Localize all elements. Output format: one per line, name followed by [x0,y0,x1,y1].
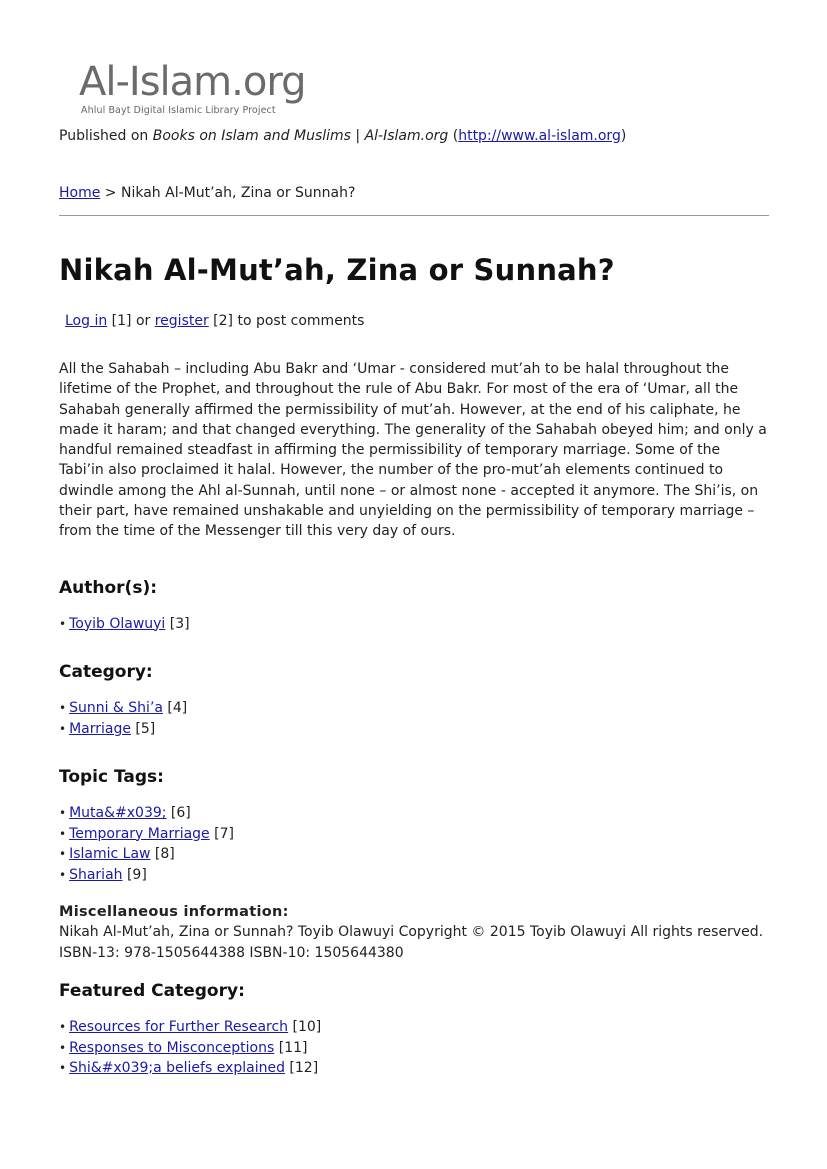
misc-label: Miscellaneous information: [59,904,289,921]
bullet-icon: • [59,806,67,821]
published-line [59,128,769,144]
featured-link[interactable]: Shi&#x039;a beliefs explained [69,1060,285,1077]
category-heading: Category: [59,662,153,683]
author-link[interactable]: Toyib Olawuyi [69,615,166,632]
breadcrumb-current: Nikah Al-Mut’ah, Zina or Sunnah? [120,185,356,201]
link-ref: [9] [122,866,147,883]
breadcrumb-separator: > [100,185,121,201]
list-item [59,865,769,886]
category-link[interactable]: Marriage [69,720,131,737]
page-title: Nikah Al-Mut’ah, Zina or Sunnah? [59,253,615,287]
link-ref: [6] [166,805,191,822]
article-body: All the Sahabah – including Abu Bakr and ‘Umar - considered mut’ah to be halal throughout the lifetime of the Prophet, and throughout the rule of Abu Bakr. For most of the era of ‘Umar, all the Sahabah generally affirmed the permissibility of mut’ah. However, at the end of his caliphate, he made it haram; and that changed everything. The generality of the Sahabah obeyed him; and only a handful remained steadfast in affirming the permissibility of temporary marriage. Some of the Tabi’in also proclaimed it halal. However, the number of the pro-mut’ah elements continued to dwindle among the Ahl al-Sunnah, until none – or almost none - accepted it anymore. The Shi’is, on their part, have remained unshakable and unyielding on the permissibility of temporary marriage – from the time of the Messenger till this very day of ours. [59,361,767,540]
bullet-icon: • [59,826,67,841]
tag-link[interactable]: Islamic Law [69,846,151,863]
tags-section [59,767,769,885]
bullet-icon: • [59,701,67,716]
tags-list [59,803,769,885]
login-line [65,313,769,329]
bullet-icon: • [59,1020,67,1035]
logo-title: Al-Islam.org [79,59,306,105]
link-ref: [3] [165,615,190,632]
published-prefix: Published on [59,128,149,144]
bullet-icon: • [59,616,67,631]
tags-heading: Topic Tags: [59,767,164,788]
register-link[interactable]: register [154,313,209,329]
authors-heading: Author(s): [59,577,158,598]
page [59,60,769,1079]
list-item [59,803,769,824]
list-item [59,614,769,635]
list-item [59,1017,769,1038]
category-link[interactable]: Sunni & Shi’a [69,700,163,717]
category-list [59,698,769,739]
bullet-icon: • [59,847,67,862]
bullet-icon: • [59,721,67,736]
login-ref: [1] or [107,313,155,329]
tag-link[interactable]: Muta&#x039; [69,805,167,822]
breadcrumb [59,185,769,216]
featured-list [59,1017,769,1079]
authors-list [59,614,769,635]
list-item [59,719,769,740]
link-ref: [4] [162,700,188,717]
register-ref: [2] to post comments [208,313,365,329]
featured-heading: Featured Category: [59,981,245,1002]
bullet-icon: • [59,867,67,882]
list-item [59,824,769,845]
misc-info [59,902,769,963]
tag-link[interactable]: Temporary Marriage [69,825,210,842]
featured-link[interactable]: Responses to Misconceptions [69,1039,275,1056]
link-ref: [10] [288,1019,322,1036]
url-open-paren: ( [452,128,459,144]
link-ref: [7] [209,825,234,842]
site-url-link[interactable]: http://www.al-islam.org [458,128,621,144]
link-ref: [5] [130,720,156,737]
bullet-icon: • [59,1040,67,1055]
site-name: Books on Islam and Muslims | Al-Islam.org [152,128,449,144]
login-link[interactable]: Log in [65,313,108,329]
list-item [59,1058,769,1079]
url-close-paren: ) [620,128,627,144]
misc-text: Nikah Al-Mut’ah, Zina or Sunnah? Toyib Olawuyi Copyright © 2015 Toyib Olawuyi All rights reserved. ISBN-13: 978-1505644388 ISBN-10: 1505644380 [59,924,764,961]
logo-subtitle: Ahlul Bayt Digital Islamic Library Project [81,105,276,116]
tag-link[interactable]: Shariah [69,866,123,883]
featured-link[interactable]: Resources for Further Research [69,1019,289,1036]
link-ref: [12] [284,1060,319,1077]
category-section [59,662,769,739]
list-item [59,698,769,719]
bullet-icon: • [59,1061,67,1076]
list-item [59,844,769,865]
authors-section [59,578,769,635]
link-ref: [8] [150,846,175,863]
site-logo[interactable] [79,60,769,122]
featured-section [59,981,769,1079]
link-ref: [11] [274,1039,308,1056]
breadcrumb-home-link[interactable]: Home [59,185,101,201]
list-item [59,1038,769,1059]
